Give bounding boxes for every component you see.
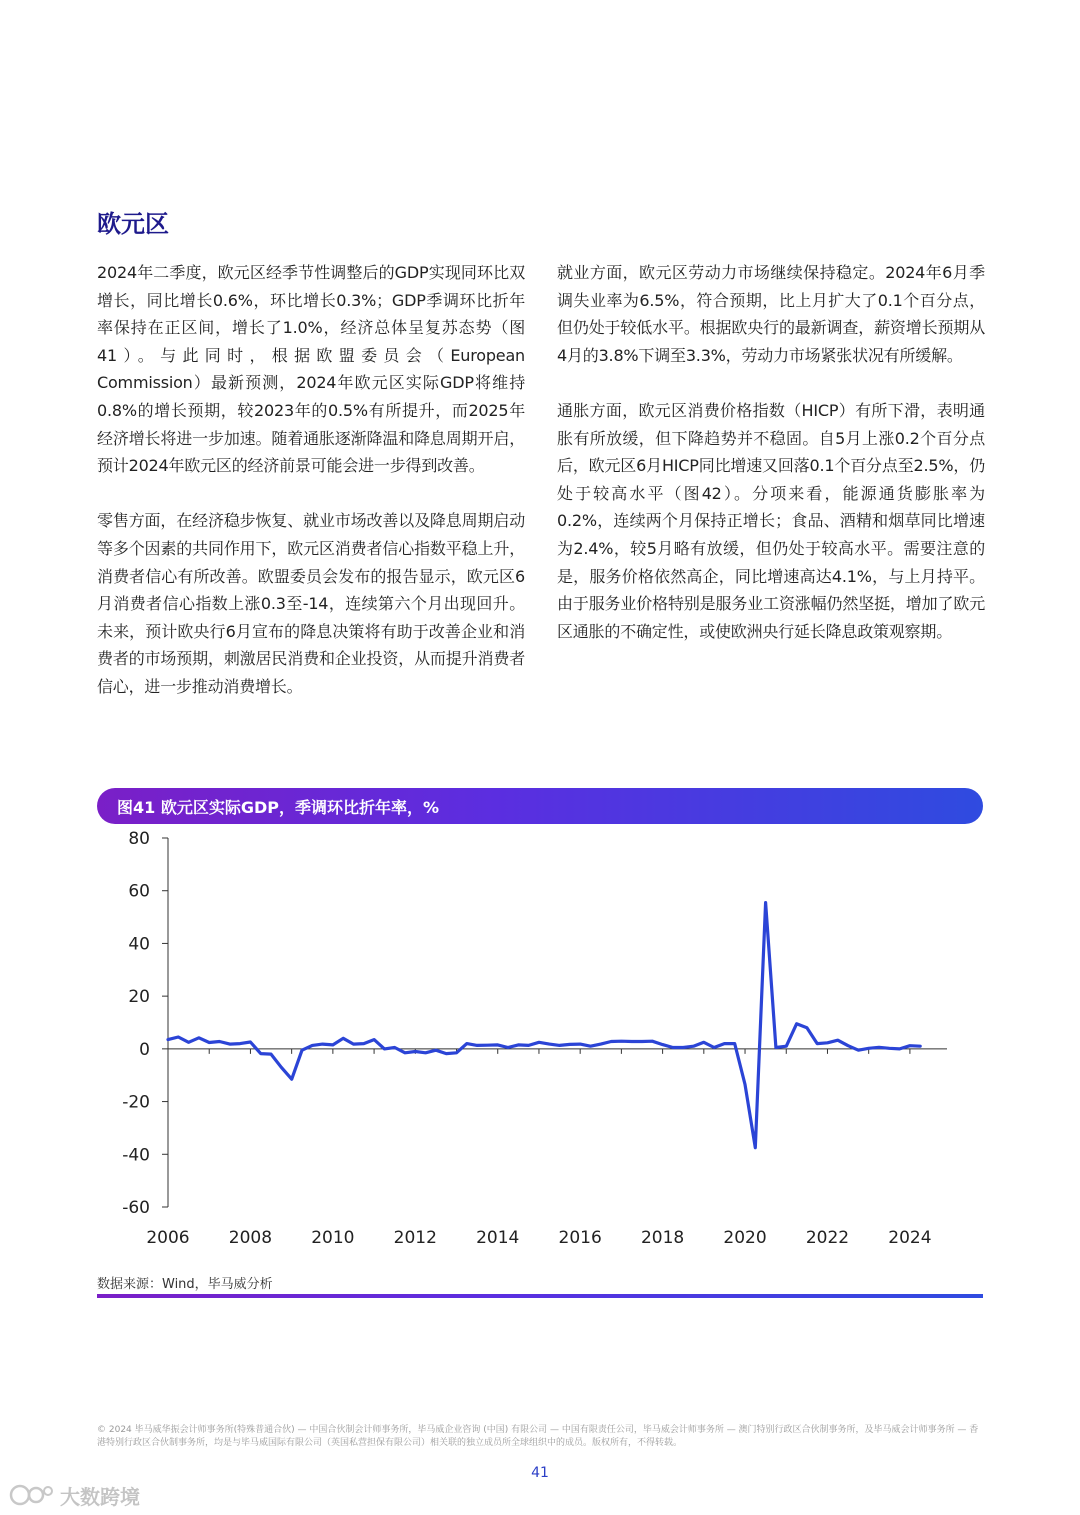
watermark-text: 大数跨境 <box>60 1484 140 1509</box>
x-tick-label: 2022 <box>805 1228 850 1248</box>
data-source: 数据来源：Wind，毕马威分析 <box>97 1277 273 1292</box>
y-tick-label: 0 <box>139 1039 150 1060</box>
y-tick-label: -60 <box>122 1198 150 1218</box>
watermark-logo-icon <box>8 1481 54 1509</box>
series-line-gdp <box>168 903 920 1148</box>
figure-title: 图41 欧元区实际GDP，季调环比折年率，% <box>117 798 440 817</box>
paragraph-gdp: 2024年二季度，欧元区经季节性调整后的GDP实现同环比双增长，同比增长0.6%，环比增长0.3%；GDP季调环比折年率保持在正区间，增长了1.0%，经济总体呈复苏态势（图41）。与此同时，根据欧盟委员会（European Commission）最新预测，2024年欧元区实际GDP将维持0.8%的增长预期，较2023年的0.5%有所提升，而2025年经济增长将进一步加速。随着通胀逐渐降温和降息周期开启，预计2024年欧元区的经济前景可能会进一步得到改善。 <box>97 263 525 476</box>
y-tick-label: 80 <box>128 829 150 849</box>
copyright-note: © 2024 毕马威华振会计师事务所(特殊普通合伙) — 中国合伙制会计师事务所，毕马威企业咨询 (中国) 有限公司 — 中国有限责任公司，毕马威会计师事务所 — 澳门特别行政区合伙制事务所，及毕马威会计师事务所 — 香港特别行政区合伙制事务所，均是与毕马威国际有限公司（英国私营担保有限公司）相关联的独立成员所全球组织中的成员。版权所有，不得转载。 <box>97 1425 979 1448</box>
x-tick-label: 2010 <box>311 1228 355 1248</box>
x-tick-label: 2014 <box>476 1228 520 1248</box>
watermark <box>8 1478 140 1512</box>
y-tick-label: -40 <box>122 1145 150 1166</box>
section-title: 欧元区 <box>97 210 169 238</box>
y-tick-label: 20 <box>128 987 150 1008</box>
paragraph-employment: 就业方面，欧元区劳动力市场继续保持稳定。2024年6月季调失业率为6.5%，符合预期，比上月扩大了0.1个百分点，但仍处于较低水平。根据欧央行的最新调查，薪资增长预期从4月的3.8%下调至3.3%，劳动力市场紧张状况有所缓解。 <box>557 263 985 365</box>
x-tick-label: 2008 <box>228 1228 273 1248</box>
x-tick-label: 2012 <box>393 1228 437 1248</box>
x-tick-label: 2006 <box>146 1228 190 1248</box>
paragraph-retail: 零售方面，在经济稳步恢复、就业市场改善以及降息周期启动等多个因素的共同作用下，欧元区消费者信心指数平稳上升，消费者信心有所改善。欧盟委员会发布的报告显示，欧元区6月消费者信心指数上涨0.3至-14，连续第六个月出现回升。未来，预计欧央行6月宣布的降息决策将有助于改善企业和消费者的市场预期，刺激居民消费和企业投资，从而提升消费者信心，进一步推动消费增长。 <box>97 511 525 696</box>
x-tick-label: 2016 <box>558 1228 602 1248</box>
page-number: 41 <box>531 1465 549 1481</box>
right-column <box>557 259 985 673</box>
paragraph-inflation: 通胀方面，欧元区消费价格指数（HICP）有所下滑，表明通胀有所放缓，但下降趋势并不稳固。自5月上涨0.2个百分点后，欧元区6月HICP同比增速又回落0.1个百分点至2.5%，仍处于较高水平（图42）。分项来看，能源通货膨胀率为0.2%，连续两个月保持正增长；食品、酒精和烟草同比增速为2.4%，较5月略有放缓，但仍处于较高水平。需要注意的是，服务价格依然高企，同比增速高达4.1%，与上月持平。由于服务业价格特别是服务业工资涨幅仍然坚挺，增加了欧元区通胀的不确定性，或使欧洲央行延长降息政策观察期。 <box>557 400 985 641</box>
gdp-line-chart <box>97 826 983 1266</box>
x-tick-label: 2020 <box>723 1228 767 1248</box>
y-tick-label: -20 <box>122 1092 150 1113</box>
left-column <box>97 259 525 728</box>
y-tick-label: 40 <box>128 934 150 955</box>
x-tick-label: 2024 <box>888 1228 932 1248</box>
x-tick-label: 2018 <box>640 1228 685 1248</box>
y-tick-label: 60 <box>128 881 150 902</box>
source-divider <box>97 1294 983 1298</box>
figure-title-banner <box>97 788 983 824</box>
